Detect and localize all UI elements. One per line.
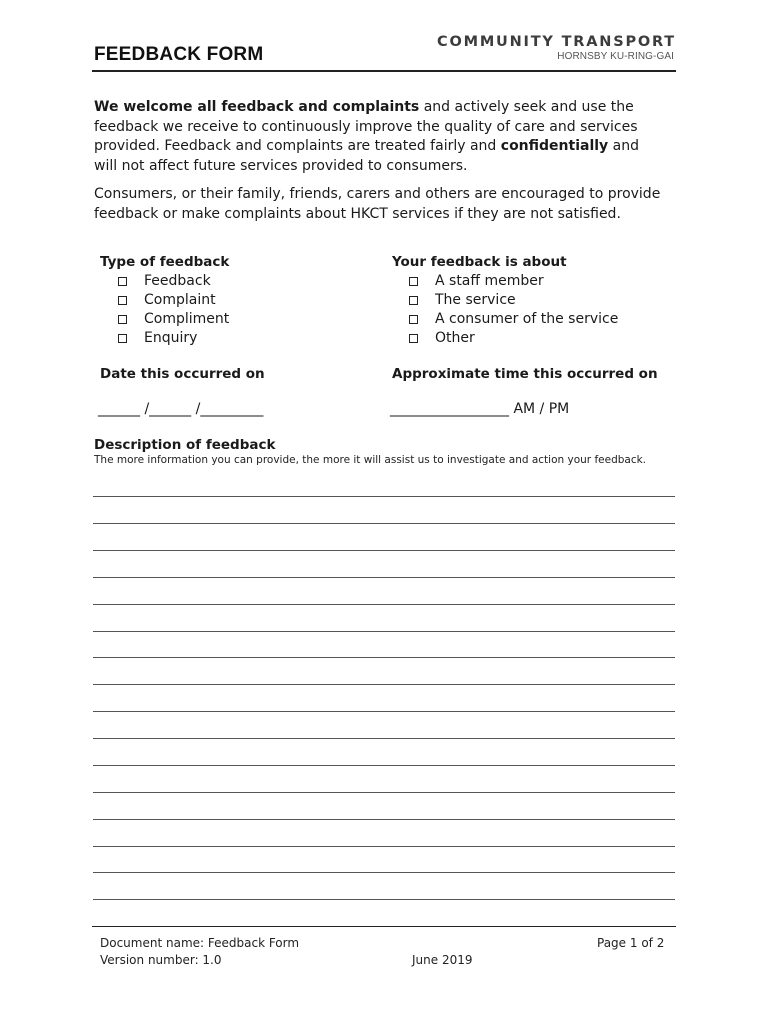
writing-line[interactable] xyxy=(93,496,675,497)
option-complaint[interactable] xyxy=(118,291,229,310)
type-of-feedback-options xyxy=(118,272,229,348)
footer-date: June 2019 xyxy=(412,953,473,967)
footer-version: Version number: 1.0 xyxy=(100,953,222,967)
checkbox[interactable] xyxy=(409,296,418,305)
writing-line[interactable] xyxy=(93,550,675,551)
checkbox[interactable] xyxy=(118,296,127,305)
option-the-service[interactable] xyxy=(409,291,618,310)
checkbox[interactable] xyxy=(118,277,127,286)
intro-text-2: and will not affect future services provided to consumers. xyxy=(94,138,639,174)
writing-line[interactable] xyxy=(93,846,675,847)
writing-line[interactable] xyxy=(93,765,675,766)
writing-line[interactable] xyxy=(93,657,675,658)
option-staff-member[interactable] xyxy=(409,272,618,291)
footer-page-number: Page 1 of 2 xyxy=(597,936,665,950)
option-other[interactable] xyxy=(409,329,618,348)
writing-line[interactable] xyxy=(93,684,675,685)
writing-line[interactable] xyxy=(93,872,675,873)
option-label: The service xyxy=(435,292,516,308)
type-of-feedback-heading: Type of feedback xyxy=(100,254,230,270)
writing-line[interactable] xyxy=(93,819,675,820)
writing-line[interactable] xyxy=(93,523,675,524)
option-enquiry[interactable] xyxy=(118,329,229,348)
date-field[interactable]: ______ /______ /_________ xyxy=(98,401,264,417)
description-heading: Description of feedback xyxy=(94,437,276,453)
footer-divider xyxy=(92,926,676,927)
writing-line[interactable] xyxy=(93,899,675,900)
option-feedback[interactable] xyxy=(118,272,229,291)
description-subtext: The more information you can provide, the more it will assist us to investigate and action your feedback. xyxy=(94,454,647,466)
option-label: Enquiry xyxy=(144,330,198,346)
option-label: A staff member xyxy=(435,273,544,289)
writing-line[interactable] xyxy=(93,631,675,632)
option-label: Other xyxy=(435,330,475,346)
intro-paragraph-1 xyxy=(94,98,664,176)
writing-line[interactable] xyxy=(93,577,675,578)
checkbox[interactable] xyxy=(118,334,127,343)
logo-main-text: COMMUNITY TRANSPORT xyxy=(437,34,676,50)
writing-line[interactable] xyxy=(93,604,675,605)
checkbox[interactable] xyxy=(409,315,418,324)
option-label: Feedback xyxy=(144,273,211,289)
option-label: Complaint xyxy=(144,292,216,308)
checkbox[interactable] xyxy=(118,315,127,324)
intro-bold-confidentially: confidentially xyxy=(500,138,609,154)
writing-line[interactable] xyxy=(93,738,675,739)
checkbox[interactable] xyxy=(409,277,418,286)
intro-text-1: and actively seek and use the feedback we receive to continuously improve the quality of care and services provided. Feedback and complaints are treated fairly and xyxy=(94,99,638,154)
form-title: FEEDBACK FORM xyxy=(94,44,264,65)
intro-paragraph-2: Consumers, or their family, friends, carers and others are encouraged to provide feedback or make complaints about HKCT services if they are not satisfied. xyxy=(94,186,661,222)
checkbox[interactable] xyxy=(409,334,418,343)
writing-line[interactable] xyxy=(93,711,675,712)
header-divider xyxy=(92,70,676,72)
time-field[interactable]: _________________ AM / PM xyxy=(390,401,570,417)
feedback-about-options xyxy=(409,272,618,348)
footer-document-name: Document name: Feedback Form xyxy=(100,936,300,950)
option-consumer-of-service[interactable] xyxy=(409,310,618,329)
community-transport-logo xyxy=(437,34,676,64)
option-label: Compliment xyxy=(144,311,230,327)
option-compliment[interactable] xyxy=(118,310,229,329)
time-heading: Approximate time this occurred on xyxy=(392,366,658,382)
feedback-about-heading: Your feedback is about xyxy=(392,254,567,270)
intro-bold-lead: We welcome all feedback and complaints xyxy=(94,99,420,115)
logo-sub-text: HORNSBY KU-RING-GAI xyxy=(557,51,674,62)
date-heading: Date this occurred on xyxy=(100,366,265,382)
writing-line[interactable] xyxy=(93,792,675,793)
option-label: A consumer of the service xyxy=(435,311,619,327)
